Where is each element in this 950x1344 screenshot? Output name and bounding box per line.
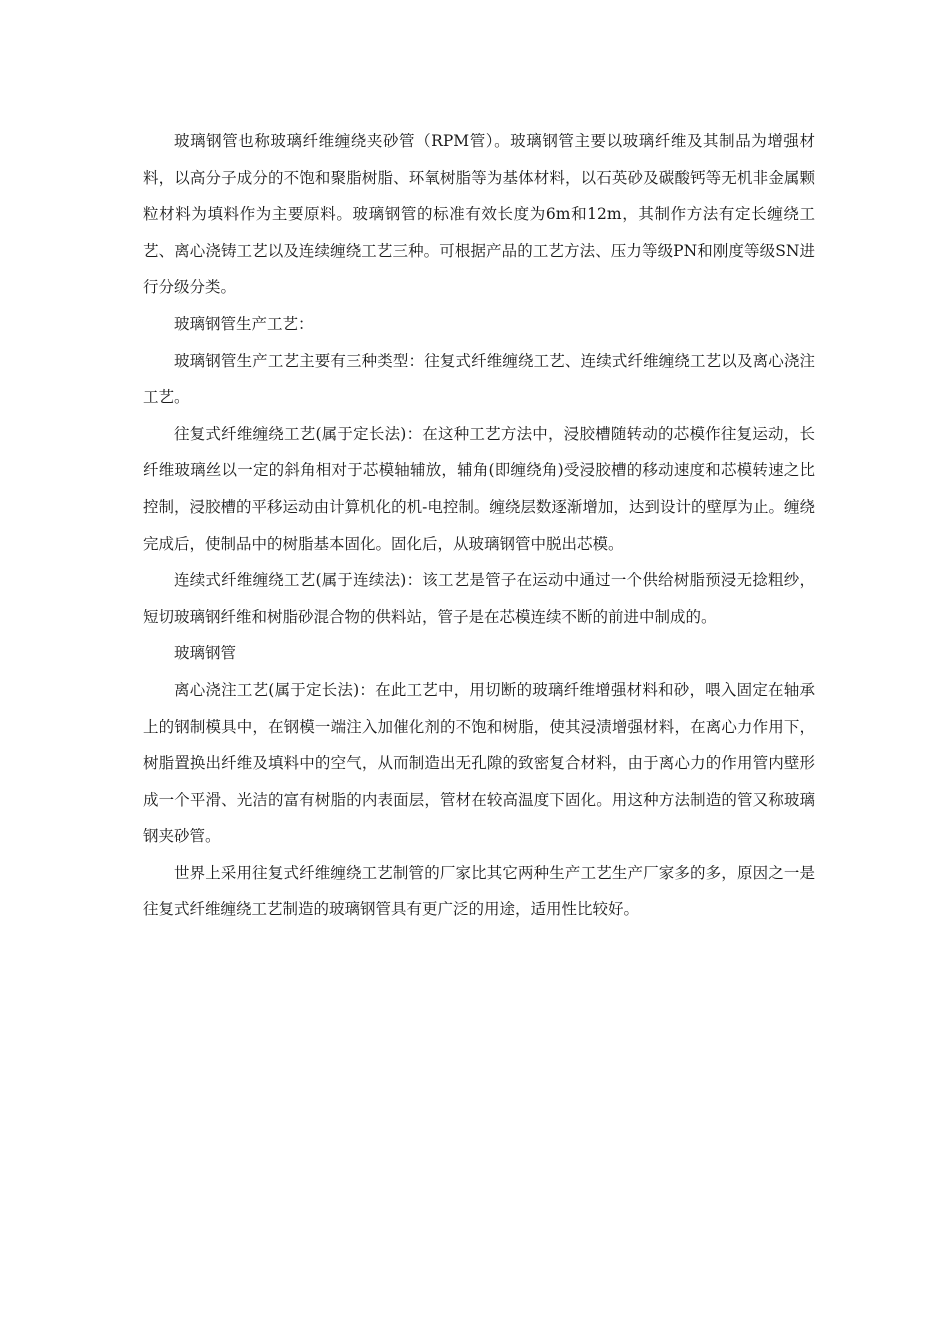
- paragraph-continuous-winding: 连续式纤维缠绕工艺(属于连续法)：该工艺是管子在运动中通过一个供给树脂预浸无捻粗纱，短切玻璃钢纤维和树脂砂混合物的供料站，管子是在芯模连续不断的前进中制成的。: [143, 571, 815, 626]
- paragraph-process-types: 玻璃钢管生产工艺主要有三种类型：往复式纤维缠绕工艺、连续式纤维缠绕工艺以及离心浇注工艺。: [143, 351, 815, 407]
- paragraph-intro: 玻璃钢管也称玻璃纤维缠绕夹砂管（RPM管）。玻璃钢管主要以玻璃纤维及其制品为增强材料，以高分子成分的不饱和聚脂树脂、环氧树脂等为基体材料，以石英砂及碳酸钙等无机非金属颗粒材料为填料作为主要原料。玻璃钢管的标准有效长度为6m和12m，其制作方法有定长缠绕工艺、离心浇铸工艺以及连续缠绕工艺三种。可根据产品的工艺方法、压力等级PN和刚度等级SN进行分级分类。: [143, 132, 815, 297]
- paragraph-heading-production-process: 玻璃钢管生产工艺：: [174, 314, 314, 333]
- document-body: [143, 123, 815, 928]
- paragraph-reciprocating-winding: 往复式纤维缠绕工艺(属于定长法)：在这种工艺方法中，浸胶槽随转动的芯模作往复运动，长纤维玻璃丝以一定的斜角相对于芯模轴辅放，辅角(即缠绕角)受浸胶槽的移动速度和芯模转速之比控制，浸胶槽的平移运动由计算机化的机-电控制。缠绕层数逐渐增加，达到设计的壁厚为止。缠绕完成后，使制品中的树脂基本固化。固化后，从玻璃钢管中脱出芯模。: [143, 424, 815, 553]
- paragraph-conclusion: 世界上采用往复式纤维缠绕工艺制管的厂家比其它两种生产工艺生产厂家多的多，原因之一是往复式纤维缠绕工艺制造的玻璃钢管具有更广泛的用途，适用性比较好。: [143, 863, 815, 919]
- paragraph-centrifugal-casting: 离心浇注工艺(属于定长法)：在此工艺中，用切断的玻璃纤维增强材料和砂，喂入固定在轴承上的钢制模具中，在钢模一端注入加催化剂的不饱和树脂，使其浸渍增强材料，在离心力作用下，树脂置换出纤维及填料中的空气，从而制造出无孔隙的致密复合材料，由于离心力的作用管内壁形成一个平滑、光洁的富有树脂的内表面层，管材在较高温度下固化。用这种方法制造的管又称玻璃钢夹砂管。: [143, 680, 815, 846]
- paragraph-label-frp-pipe: 玻璃钢管: [174, 644, 237, 663]
